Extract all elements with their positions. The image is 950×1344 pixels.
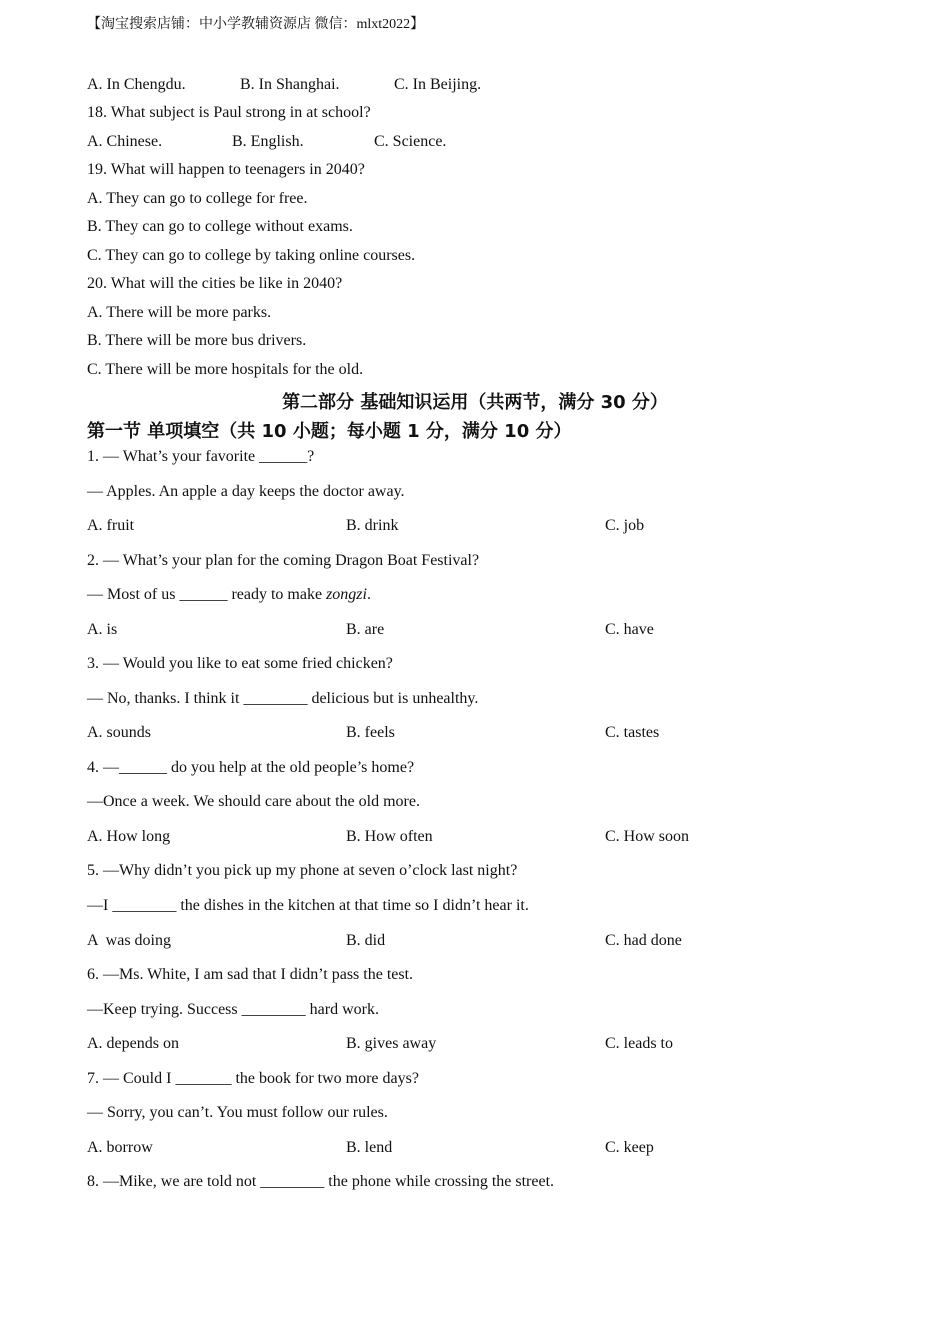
question-2-answer-post: . (366, 586, 371, 603)
q17-option-b: B. In Shanghai. (240, 76, 340, 93)
question-1-option-b: B. drink (346, 517, 399, 534)
question-3-text: 3. — Would you like to eat some fried chicken? (87, 655, 393, 672)
question-6-option-a: A. depends on (87, 1035, 179, 1052)
q19-option-c: C. They can go to college by taking online courses. (87, 247, 416, 264)
question-1-option-a: A. fruit (87, 517, 135, 534)
question-4-answer: —Once a week. We should care about the old more. (87, 793, 420, 810)
page-header: 【淘宝搜索店铺：中小学教辅资源店 微信：mlxt2022】 (87, 17, 425, 32)
q19-option-a: A. They can go to college for free. (87, 190, 308, 207)
question-6-option-b: B. gives away (346, 1035, 437, 1052)
question-7-option-c: C. keep (605, 1139, 654, 1156)
question-2-answer (87, 586, 371, 604)
question-1-text: 1. — What’s your favorite ______? (87, 448, 315, 465)
question-6-answer: —Keep trying. Success ________ hard work. (87, 1001, 379, 1018)
part2-title: 第二部分 基础知识运用（共两节，满分 30 分） (282, 392, 668, 413)
question-1-option-c: C. job (605, 517, 645, 534)
question-1-answer: — Apples. An apple a day keeps the doctor away. (87, 483, 405, 500)
question-2-option-a: A. is (87, 621, 118, 638)
question-3-option-a: A. sounds (87, 724, 152, 741)
question-5-option-b: B. did (346, 932, 386, 949)
question-6-option-c: C. leads to (605, 1035, 673, 1052)
question-2-answer-pre: — Most of us ______ ready to make (87, 586, 327, 603)
q20-text: 20. What will the cities be like in 2040? (87, 275, 343, 292)
question-5-option-c: C. had done (605, 932, 682, 949)
question-5-text: 5. —Why didn’t you pick up my phone at seven o’clock last night? (87, 862, 518, 879)
question-2-text: 2. — What’s your plan for the coming Dragon Boat Festival? (87, 552, 480, 569)
q20-option-a: A. There will be more parks. (87, 304, 272, 321)
q18-option-b: B. English. (232, 133, 304, 150)
question-3-answer: — No, thanks. I think it ________ delicious but is unhealthy. (87, 690, 479, 707)
q20-option-b: B. There will be more bus drivers. (87, 332, 307, 349)
question-4-text: 4. —______ do you help at the old people’s home? (87, 759, 415, 776)
q17-option-a: A. In Chengdu. (87, 76, 186, 93)
question-3-option-c: C. tastes (605, 724, 660, 741)
q20-option-c: C. There will be more hospitals for the old. (87, 361, 364, 378)
question-2-option-c: C. have (605, 621, 654, 638)
question-3-option-b: B. feels (346, 724, 395, 741)
q18-option-c: C. Science. (374, 133, 447, 150)
question-8-text: 8. —Mike, we are told not ________ the phone while crossing the street. (87, 1173, 555, 1190)
question-4-option-c: C. How soon (605, 828, 690, 845)
question-7-option-a: A. borrow (87, 1139, 153, 1156)
question-6-text: 6. —Ms. White, I am sad that I didn’t pass the test. (87, 966, 414, 983)
question-7-option-b: B. lend (346, 1139, 393, 1156)
question-7-answer: — Sorry, you can’t. You must follow our rules. (87, 1104, 388, 1121)
question-2-option-b: B. are (346, 621, 385, 638)
q19-option-b: B. They can go to college without exams. (87, 218, 353, 235)
q19-text: 19. What will happen to teenagers in 2040? (87, 161, 365, 178)
q18-text: 18. What subject is Paul strong in at school? (87, 104, 371, 121)
question-7-text: 7. — Could I _______ the book for two more days? (87, 1070, 419, 1087)
question-5-option-a: A was doing (87, 932, 171, 949)
q18-option-a: A. Chinese. (87, 133, 163, 150)
question-4-option-a: A. How long (87, 828, 171, 845)
question-5-answer: —I ________ the dishes in the kitchen at that time so I didn’t hear it. (87, 897, 529, 914)
question-2-answer-italic: zongzi (326, 586, 367, 603)
q17-option-c: C. In Beijing. (394, 76, 482, 93)
section1-title: 第一节 单项填空（共 10 小题；每小题 1 分，满分 10 分） (87, 421, 572, 442)
question-4-option-b: B. How often (346, 828, 433, 845)
